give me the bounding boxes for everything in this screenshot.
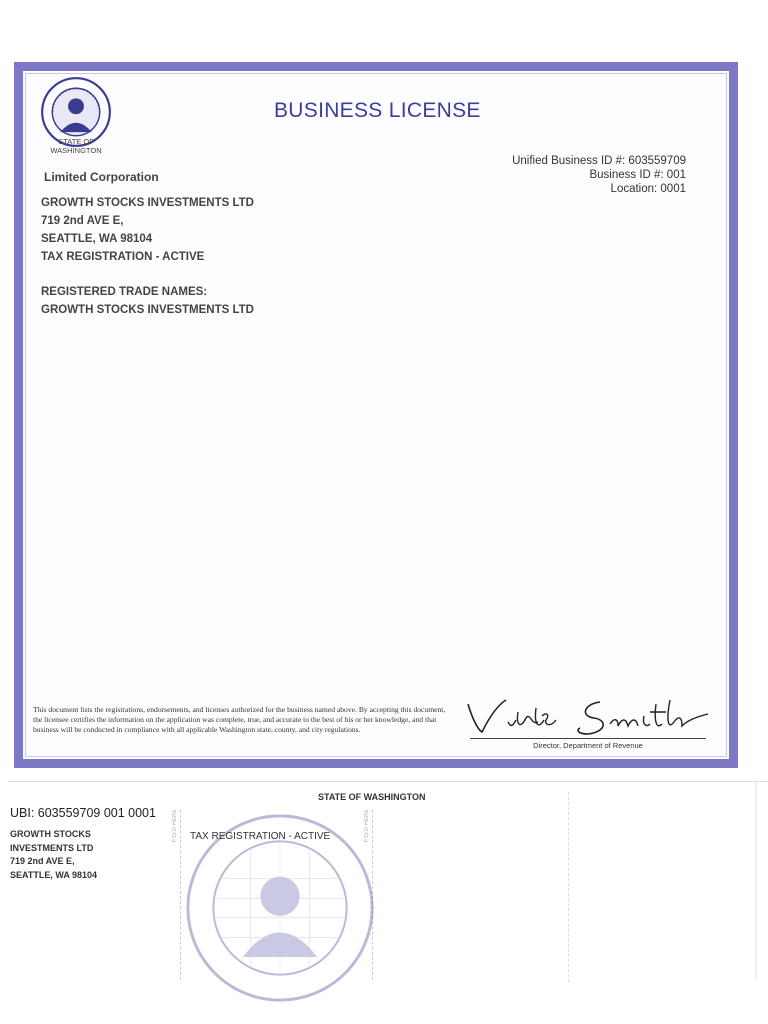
fold-label-right: FOLD HERE [364, 808, 370, 842]
license-title: BUSINESS LICENSE [274, 99, 481, 122]
business-id: Business ID #: 001 [589, 169, 686, 181]
business-name: GROWTH STOCKS INVESTMENTS LTD [41, 197, 254, 209]
location-id: Location: 0001 [610, 183, 686, 195]
director-signature [460, 690, 720, 738]
trade-names-heading: REGISTERED TRADE NAMES: [41, 286, 208, 298]
business-address [41, 194, 254, 266]
seal-caption: STATE OF WASHINGTON [50, 137, 102, 155]
ubi-number: Unified Business ID #: 603559709 [512, 155, 686, 167]
trade-names-section [41, 283, 254, 319]
registration-status: TAX REGISTRATION - ACTIVE [41, 251, 205, 263]
business-ids [512, 154, 686, 196]
entity-type: Limited Corporation [44, 170, 159, 184]
cut-line [8, 781, 768, 782]
signature-caption: Director, Department of Revenue [533, 741, 643, 750]
stub-ubi: UBI: 603559709 001 0001 [10, 806, 156, 820]
stub-address: GROWTH STOCKS INVESTMENTS LTD 719 2nd AVE E, SEATTLE, WA 98104 [10, 829, 98, 880]
fold-line-left [180, 810, 181, 980]
city-state-zip: SEATTLE, WA 98104 [41, 233, 153, 245]
disclaimer-text: This document lists the registrations, endorsements, and licenses authorized for the business named above. By accepting this document, the licensee certifies the information on the application was complete, true, and accurate to the best of his or her knowledge, and that business will be conducted in compliance with all applicable Washington state, county, and city regulations. [33, 705, 446, 734]
street-address: 719 2nd AVE E, [41, 215, 124, 227]
stub-registration-status: TAX REGISTRATION - ACTIVE [190, 831, 331, 842]
stub-state-header: STATE OF WASHINGTON [318, 792, 426, 802]
page-edge-shadow [755, 780, 757, 980]
trade-name: GROWTH STOCKS INVESTMENTS LTD [41, 304, 254, 316]
signature-line [470, 738, 706, 739]
fold-line-far [568, 792, 569, 982]
fold-label-left: FOLD HERE [172, 808, 178, 842]
